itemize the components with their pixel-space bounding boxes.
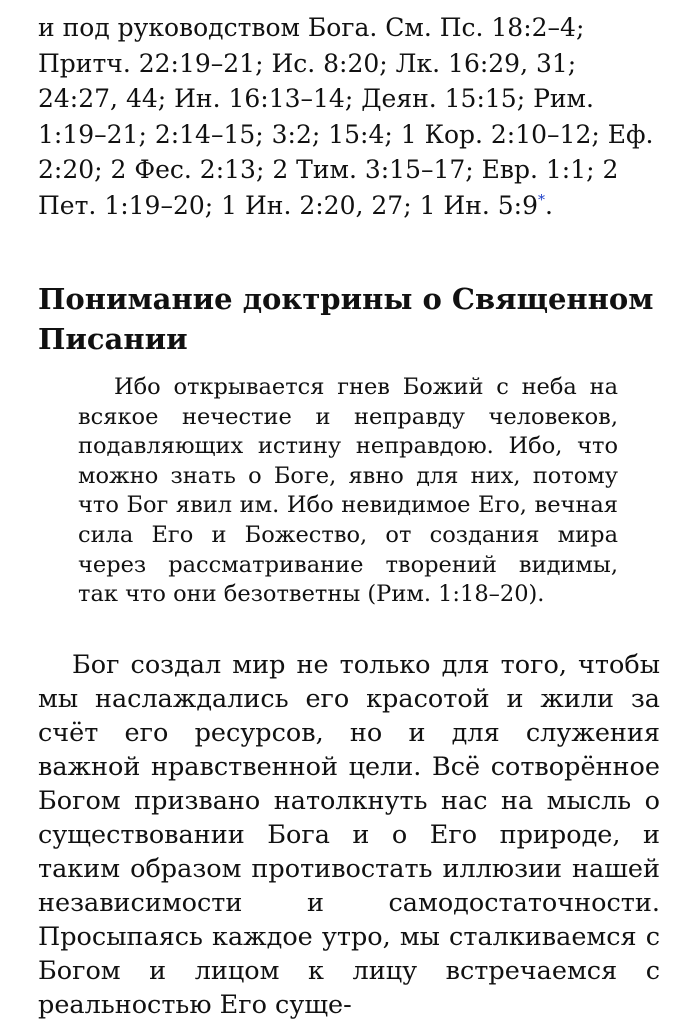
body-paragraph: Бог создал мир не только для того, чтобы мы наслаждались его красотой и жили за счёт его ресурсов, но и для служения важной нравственной цели. Всё сотворённое Богом призвано натолкнуть нас на мысль о существовании Бога и о Его природе, и таким образом противостать иллюзии нашей независимости и самодостаточности. Просыпаясь каждое утро, мы сталкиваемся с Богом и лицом к лицу встречаемся с реальностью Его суще- — [38, 649, 660, 1020]
intro-paragraph-trailing: . — [545, 190, 553, 220]
scripture-quote: Ибо открывается гнев Божий с неба на всякое нечестие и неправду человеков, подавляющих истину неправдою. Ибо, что можно знать о Боге, явно для них, потому что Бог явил им. Ибо невидимое Его, вечная сила Его и Божество, от создания мира через рассматривание творений видимы, так что они безответны (Рим. 1:18–20). — [78, 374, 618, 608]
section-heading: Понимание доктрины о Священном Писании — [38, 282, 654, 356]
intro-paragraph — [38, 0, 660, 223]
intro-paragraph-text: и под руководством Бога. См. Пс. 18:2–4; Притч. 22:19–21; Ис. 8:20; Лк. 16:29, 31; 24:27, 44; Ин. 16:13–14; Деян. 15:15; Рим. 1:19–21; 2:14–15; 3:2; 15:4; 1 Кор. 2:10–12; Еф. 2:20; 2 Фес. 2:13; 2 Тим. 3:15–17; Евр. 1:1; 2 Пет. 1:19–20; 1 Ин. 2:20, 27; 1 Ин. 5:9 — [38, 13, 654, 220]
footnote-link[interactable]: * — [538, 192, 546, 209]
